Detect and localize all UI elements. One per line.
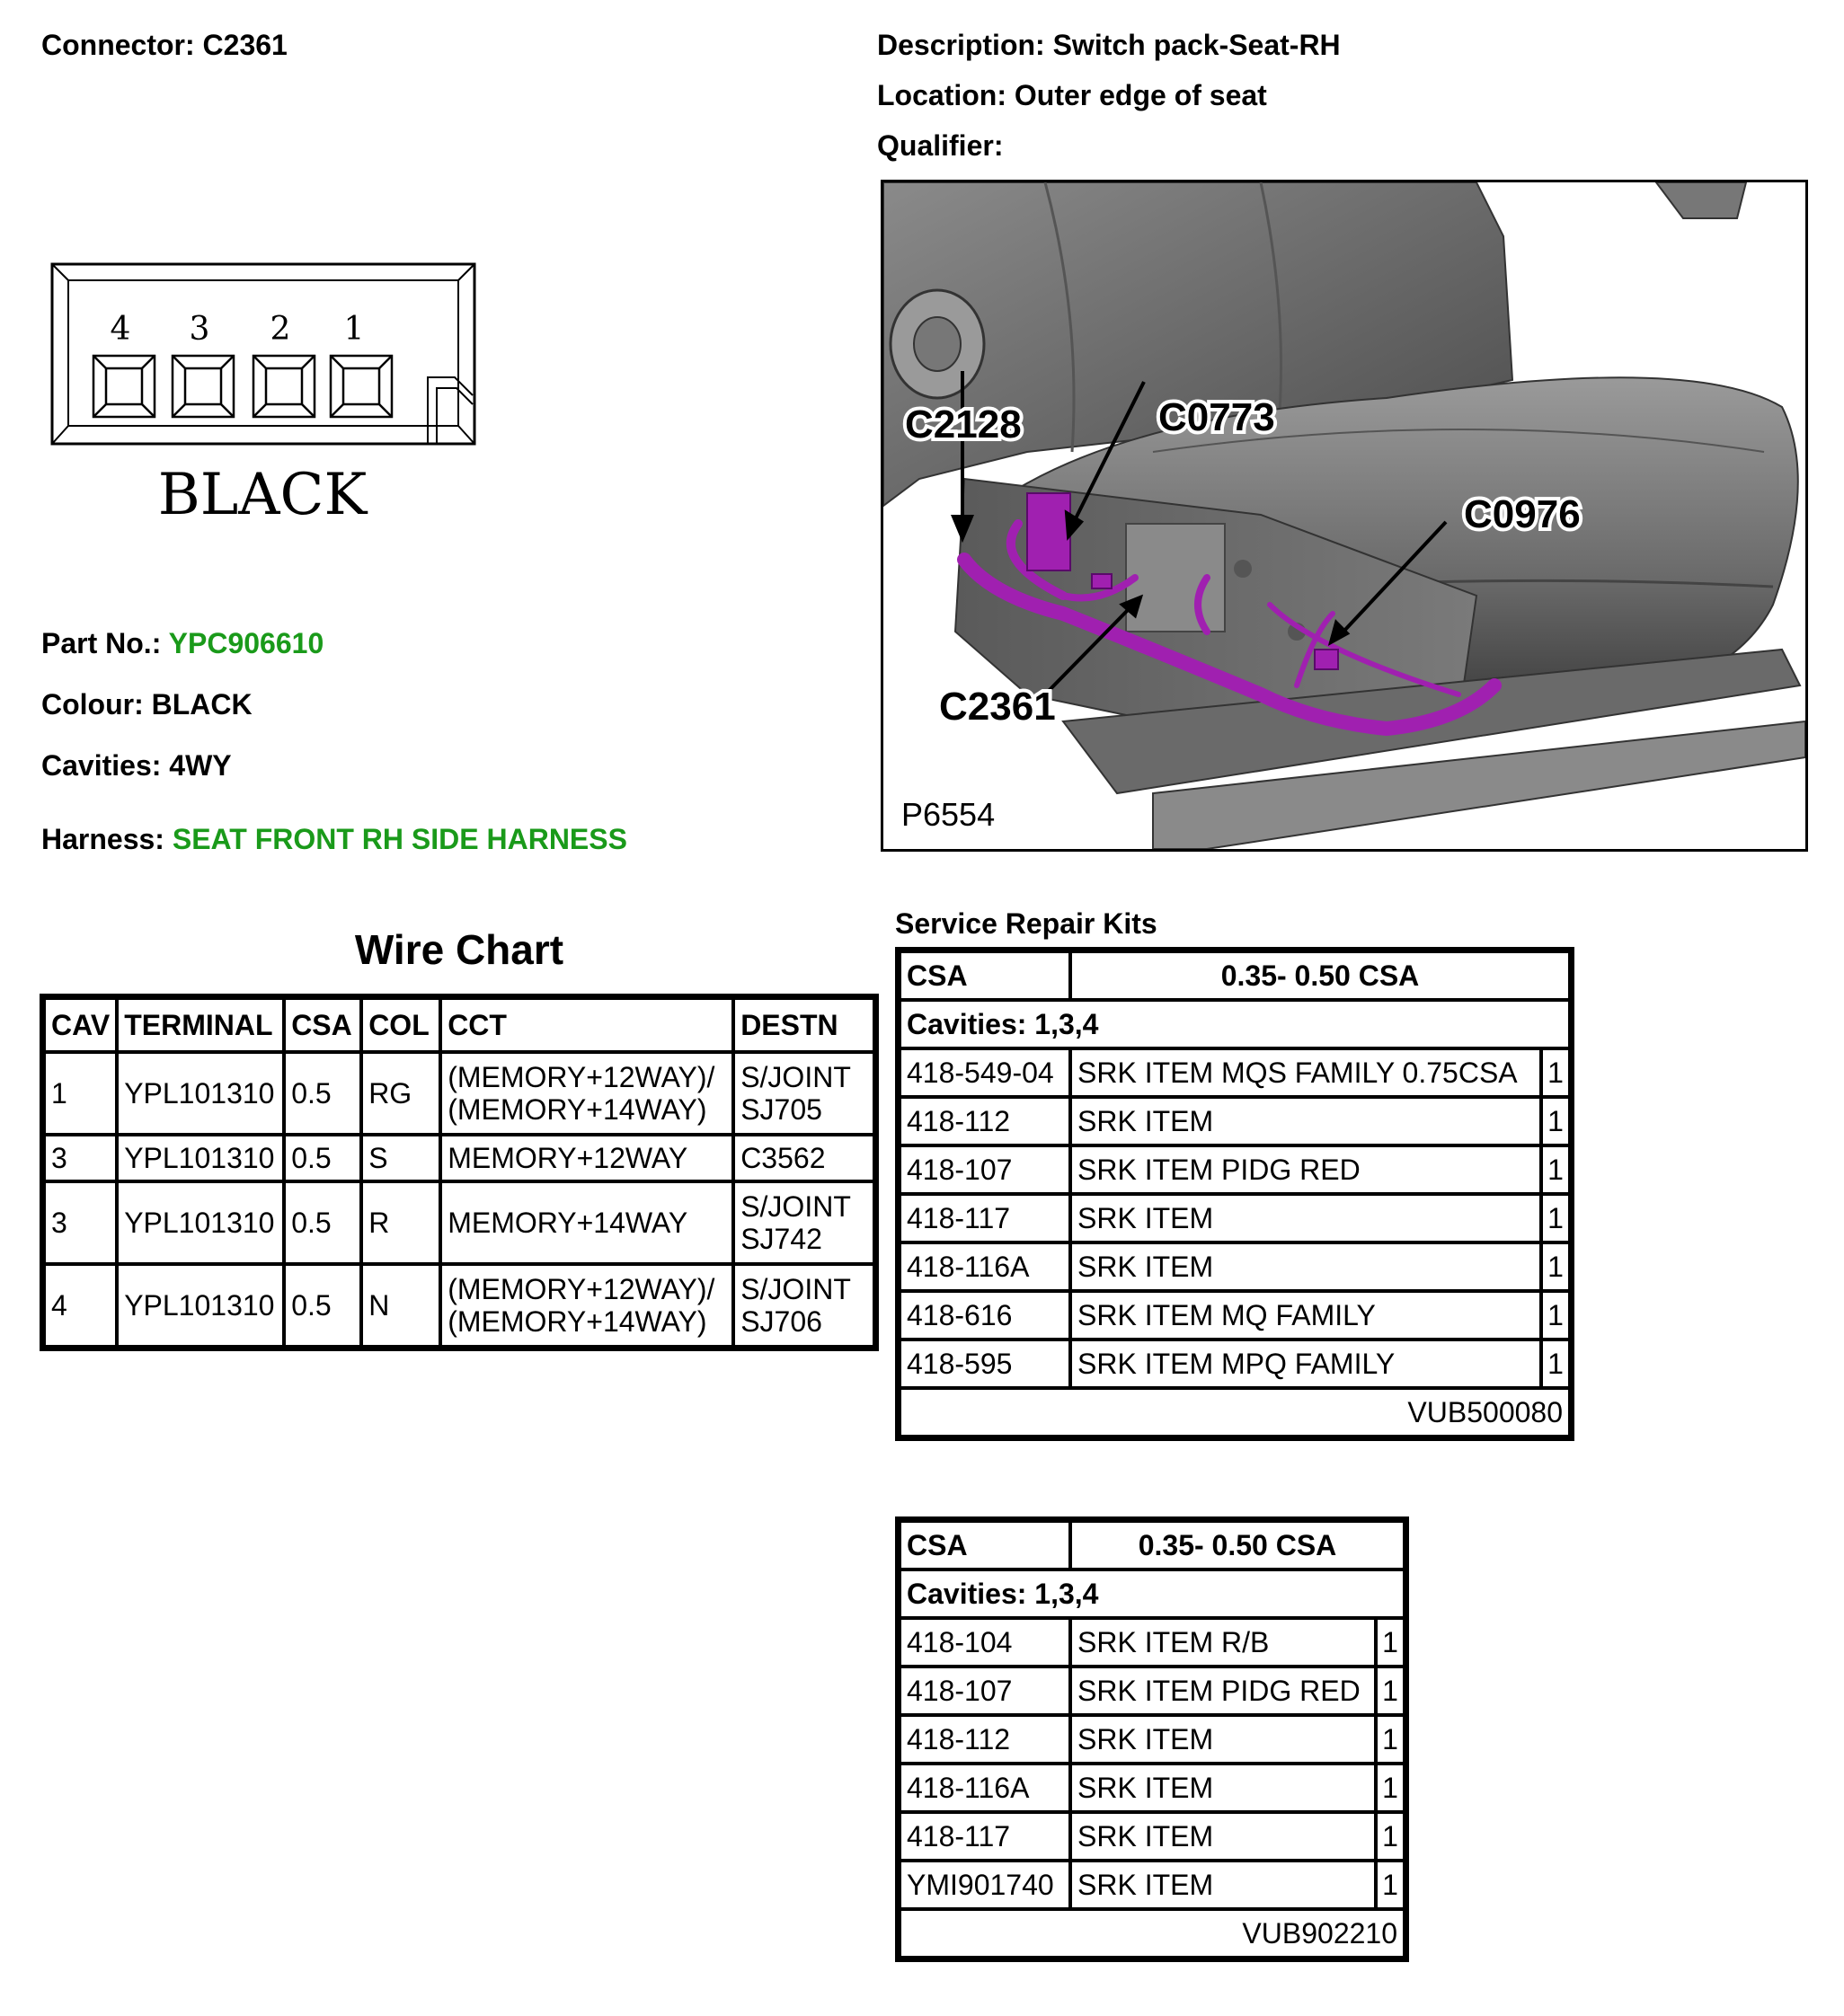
kit-item-code: 418-117	[900, 1812, 1070, 1861]
kit-item-code: 418-112	[900, 1097, 1070, 1145]
seat-location-figure	[881, 180, 1808, 852]
kit-item-desc: SRK ITEM	[1070, 1764, 1376, 1812]
cell-destn: C3562	[733, 1135, 874, 1181]
harness-line	[41, 823, 627, 856]
col-header-cav: CAV	[44, 998, 117, 1052]
kit-item-desc: SRK ITEM	[1070, 1812, 1376, 1861]
pin-label-2: 2	[270, 311, 291, 348]
table-row	[900, 1194, 1570, 1242]
callout-c2128: C2128	[905, 402, 1022, 447]
cct-line-2: (MEMORY+14WAY)	[448, 1305, 707, 1338]
kit-item-qty: 1	[1376, 1618, 1405, 1667]
callout-c0976: C0976	[1464, 492, 1581, 536]
cell-csa: 0.5	[284, 1181, 361, 1264]
wire-chart-table	[40, 994, 879, 1351]
part-no-link[interactable]: YPC906610	[168, 627, 324, 659]
location-line	[877, 79, 1267, 112]
kit-item-desc: SRK ITEM	[1070, 1097, 1541, 1145]
cct-line-1: (MEMORY+12WAY)/	[448, 1061, 715, 1093]
col-header-destn: DESTN	[733, 998, 874, 1052]
kit-item-desc: SRK ITEM PIDG RED	[1070, 1145, 1541, 1194]
connector-face-diagram	[50, 261, 482, 530]
table-row	[900, 1291, 1570, 1340]
kit-number-row	[900, 1909, 1405, 1958]
pin-cavity-3	[173, 356, 234, 417]
table-row	[44, 1264, 874, 1347]
destn-line-2: SJ706	[740, 1305, 822, 1338]
kit-csa-value: 0.35- 0.50 CSA	[1070, 1521, 1405, 1569]
table-row	[900, 1861, 1405, 1909]
table-row	[900, 1618, 1405, 1667]
cell-cct: MEMORY+14WAY	[440, 1181, 733, 1264]
kit-item-qty: 1	[1376, 1764, 1405, 1812]
cell-cct: MEMORY+12WAY	[440, 1135, 733, 1181]
kit-item-qty: 1	[1541, 1145, 1570, 1194]
kit-item-code: 418-616	[900, 1291, 1070, 1340]
cell-cct	[440, 1052, 733, 1135]
wire-chart-header-row	[44, 998, 874, 1052]
cell-col: N	[361, 1264, 440, 1347]
connector-label: Connector:	[41, 29, 195, 61]
cell-cav: 1	[44, 1052, 117, 1135]
kit-item-desc: SRK ITEM	[1070, 1715, 1376, 1764]
cell-col: RG	[361, 1052, 440, 1135]
destn-line-2: SJ742	[740, 1223, 822, 1255]
cell-cct	[440, 1264, 733, 1347]
cell-destn	[733, 1052, 874, 1135]
cell-csa: 0.5	[284, 1135, 361, 1181]
kit-csa-row	[900, 951, 1570, 1000]
pin-label-1: 1	[343, 311, 365, 348]
kit-cavities: Cavities: 1,3,4	[900, 1569, 1405, 1618]
table-row	[44, 1135, 874, 1181]
kit-item-desc: SRK ITEM MQ FAMILY	[1070, 1291, 1541, 1340]
table-row	[900, 1812, 1405, 1861]
destn-line-1: S/JOINT	[740, 1061, 851, 1093]
kit-item-desc: SRK ITEM	[1070, 1242, 1541, 1291]
pin-label-4: 4	[110, 311, 131, 348]
colour-label: Colour:	[41, 688, 144, 721]
kit-cavities-row	[900, 1569, 1405, 1618]
destn-line-2: SJ705	[740, 1093, 822, 1126]
repair-kit-table-2	[895, 1516, 1409, 1962]
connector-id: C2361	[202, 29, 288, 61]
location-value: Outer edge of seat	[1014, 79, 1267, 111]
cell-terminal: YPL101310	[117, 1135, 284, 1181]
wire-chart-title: Wire Chart	[354, 926, 564, 973]
kit-item-desc: SRK ITEM	[1070, 1194, 1541, 1242]
qualifier-line	[877, 129, 1003, 163]
kit-item-code: 418-549-04	[900, 1048, 1070, 1097]
kit-item-qty: 1	[1541, 1194, 1570, 1242]
table-row	[900, 1048, 1570, 1097]
callout-c2361: C2361	[939, 685, 1056, 729]
kit-item-code: 418-107	[900, 1145, 1070, 1194]
colour-value: BLACK	[151, 688, 253, 721]
pin-cavity-4	[93, 356, 155, 417]
kit-item-code: 418-116A	[900, 1242, 1070, 1291]
kit-item-desc: SRK ITEM MPQ FAMILY	[1070, 1340, 1541, 1388]
callout-c0773: C0773	[1158, 395, 1275, 439]
connector-heading	[41, 29, 288, 62]
cell-terminal: YPL101310	[117, 1052, 284, 1135]
kit-item-desc: SRK ITEM PIDG RED	[1070, 1667, 1376, 1715]
kit-number: VUB902210	[900, 1909, 1405, 1958]
kit-item-code: 418-116A	[900, 1764, 1070, 1812]
cct-line-1: (MEMORY+12WAY)/	[448, 1273, 715, 1305]
cell-terminal: YPL101310	[117, 1181, 284, 1264]
cell-csa: 0.5	[284, 1264, 361, 1347]
table-row	[900, 1340, 1570, 1388]
kit-item-qty: 1	[1541, 1048, 1570, 1097]
colour-line	[41, 688, 253, 721]
cavities-value: 4WY	[169, 749, 232, 782]
part-no-line	[41, 627, 324, 660]
kit-item-qty: 1	[1541, 1097, 1570, 1145]
repair-kit-table-1	[895, 947, 1574, 1441]
table-row	[900, 1145, 1570, 1194]
kit-item-desc: SRK ITEM R/B	[1070, 1618, 1376, 1667]
kit-item-qty: 1	[1376, 1861, 1405, 1909]
cell-csa: 0.5	[284, 1052, 361, 1135]
kit-csa-label: CSA	[900, 951, 1070, 1000]
table-row	[44, 1181, 874, 1264]
kit-item-code: YMI901740	[900, 1861, 1070, 1909]
pin-cavity-1	[331, 356, 392, 417]
cell-destn	[733, 1181, 874, 1264]
repair-kits-title: Service Repair Kits	[895, 907, 1157, 940]
col-header-csa: CSA	[284, 998, 361, 1052]
kit-item-code: 418-107	[900, 1667, 1070, 1715]
kit-item-qty: 1	[1376, 1715, 1405, 1764]
destn-line-1: S/JOINT	[740, 1190, 851, 1223]
pin-cavity-2	[253, 356, 315, 417]
table-row	[900, 1242, 1570, 1291]
kit-number-row	[900, 1388, 1570, 1437]
cell-cav: 4	[44, 1264, 117, 1347]
harness-link[interactable]: SEAT FRONT RH SIDE HARNESS	[172, 823, 627, 855]
kit-item-code: 418-104	[900, 1618, 1070, 1667]
col-header-terminal: TERMINAL	[117, 998, 284, 1052]
kit-item-qty: 1	[1376, 1667, 1405, 1715]
cell-col: R	[361, 1181, 440, 1264]
table-row	[44, 1052, 874, 1135]
description-value: Switch pack-Seat-RH	[1052, 29, 1341, 61]
description-line	[877, 29, 1341, 62]
description-label: Description:	[877, 29, 1045, 61]
seat-illustration	[883, 182, 1805, 849]
pin-label-3: 3	[189, 311, 210, 348]
kit-csa-label: CSA	[900, 1521, 1070, 1569]
harness-label: Harness:	[41, 823, 164, 855]
kit-item-qty: 1	[1541, 1291, 1570, 1340]
col-header-cct: CCT	[440, 998, 733, 1052]
figure-ref: P6554	[901, 796, 996, 833]
cell-cav: 3	[44, 1181, 117, 1264]
kit-cavities-row	[900, 1000, 1570, 1048]
kit-item-desc: SRK ITEM	[1070, 1861, 1376, 1909]
kit-item-qty: 1	[1541, 1242, 1570, 1291]
part-no-label: Part No.:	[41, 627, 162, 659]
qualifier-label: Qualifier:	[877, 129, 1004, 162]
kit-item-qty: 1	[1541, 1340, 1570, 1388]
destn-line-1: S/JOINT	[740, 1273, 851, 1305]
table-row	[900, 1667, 1405, 1715]
cell-cav: 3	[44, 1135, 117, 1181]
kit-csa-value: 0.35- 0.50 CSA	[1070, 951, 1570, 1000]
kit-item-qty: 1	[1376, 1812, 1405, 1861]
connector-colour-text: BLACK	[157, 462, 368, 528]
table-row	[900, 1764, 1405, 1812]
cell-col: S	[361, 1135, 440, 1181]
cavities-label: Cavities:	[41, 749, 162, 782]
kit-item-code: 418-117	[900, 1194, 1070, 1242]
cct-line-2: (MEMORY+14WAY)	[448, 1093, 707, 1126]
location-label: Location:	[877, 79, 1006, 111]
table-row	[900, 1715, 1405, 1764]
kit-item-desc: SRK ITEM MQS FAMILY 0.75CSA	[1070, 1048, 1541, 1097]
kit-csa-row	[900, 1521, 1405, 1569]
cavities-line	[41, 749, 232, 783]
kit-item-code: 418-595	[900, 1340, 1070, 1388]
col-header-col: COL	[361, 998, 440, 1052]
kit-number: VUB500080	[900, 1388, 1570, 1437]
table-row	[900, 1097, 1570, 1145]
cell-destn	[733, 1264, 874, 1347]
kit-item-code: 418-112	[900, 1715, 1070, 1764]
cell-terminal: YPL101310	[117, 1264, 284, 1347]
kit-cavities: Cavities: 1,3,4	[900, 1000, 1570, 1048]
